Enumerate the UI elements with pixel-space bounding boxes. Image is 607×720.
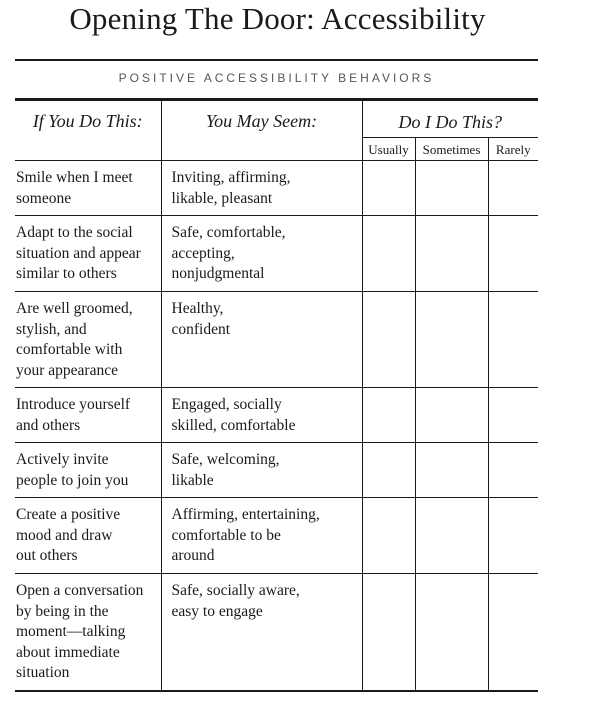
column-header-usually: Usually [362, 138, 415, 161]
checkbox-cell-usually[interactable] [362, 388, 415, 443]
perception-line: confident [171, 320, 231, 338]
behavior-cell [15, 161, 161, 216]
table-row [15, 443, 538, 498]
behavior-cell [15, 498, 161, 574]
checkbox-cell-rarely[interactable] [488, 443, 538, 498]
checkbox-cell-sometimes[interactable] [415, 574, 488, 691]
table-row [15, 292, 538, 388]
behavior-line: people to join you [16, 471, 129, 489]
behavior-line: your appearance [16, 361, 118, 379]
checkbox-cell-usually[interactable] [362, 574, 415, 691]
title-divider [15, 59, 538, 61]
behavior-line: by being in the [16, 602, 109, 620]
behavior-line: Create a positive [16, 506, 121, 523]
table-row [15, 498, 538, 574]
perception-line: nonjudgmental [171, 265, 265, 282]
page-title: Opening The Door: Accessibility [69, 1, 486, 36]
column-header-do-i-do-this: Do I Do This? [362, 100, 538, 138]
behavior-line: moment—talking [16, 623, 126, 640]
checkbox-cell-sometimes[interactable] [415, 161, 488, 216]
behavior-line: someone [16, 189, 72, 207]
checkbox-cell-sometimes[interactable] [415, 498, 488, 574]
behavior-line: Smile when I meet [16, 169, 133, 186]
checkbox-cell-usually[interactable] [362, 292, 415, 388]
table-row [15, 388, 538, 443]
perception-line: Healthy, [171, 300, 224, 317]
checkbox-cell-rarely[interactable] [488, 161, 538, 216]
checkbox-cell-rarely[interactable] [488, 574, 538, 691]
checkbox-cell-rarely[interactable] [488, 292, 538, 388]
perception-line: Safe, socially aware, [171, 582, 300, 599]
behavior-line: situation [16, 664, 70, 681]
perception-cell [161, 216, 362, 292]
checkbox-cell-usually[interactable] [362, 443, 415, 498]
perception-line: Affirming, entertaining, [171, 506, 320, 523]
behavior-line: and others [16, 416, 81, 434]
behavior-cell [15, 388, 161, 443]
perception-line: likable, pleasant [171, 189, 273, 207]
checkbox-cell-sometimes[interactable] [415, 216, 488, 292]
behavior-line: comfortable with [16, 341, 123, 358]
perception-line: Safe, comfortable, [171, 224, 286, 241]
checkbox-cell-rarely[interactable] [488, 216, 538, 292]
checkbox-cell-usually[interactable] [362, 161, 415, 216]
column-header-you-may-seem: You May Seem: [161, 100, 362, 161]
table-row [15, 216, 538, 292]
perception-cell [161, 161, 362, 216]
behavior-cell [15, 443, 161, 498]
behavior-cell [15, 216, 161, 292]
perception-line: around [171, 547, 215, 564]
checkbox-cell-usually[interactable] [362, 498, 415, 574]
checkbox-cell-rarely[interactable] [488, 388, 538, 443]
column-header-if-you-do-this: If You Do This: [15, 100, 161, 161]
behavior-line: stylish, and [16, 320, 87, 338]
perception-line: Engaged, socially [171, 396, 282, 413]
checkbox-cell-usually[interactable] [362, 216, 415, 292]
column-header-sometimes: Sometimes [415, 138, 488, 161]
checkbox-cell-rarely[interactable] [488, 498, 538, 574]
perception-line: accepting, [171, 244, 235, 262]
table-row [15, 161, 538, 216]
perception-line: comfortable to be [171, 526, 281, 544]
checkbox-cell-sometimes[interactable] [415, 388, 488, 443]
table-body [15, 161, 538, 691]
behavior-line: about immediate [16, 643, 120, 661]
perception-line: Inviting, affirming, [171, 169, 291, 186]
perception-line: easy to engage [171, 602, 263, 620]
behavior-line: Adapt to the social [16, 224, 133, 241]
behavior-line: Introduce yourself [16, 396, 131, 413]
perception-line: likable [171, 471, 214, 489]
checkbox-cell-sometimes[interactable] [415, 443, 488, 498]
section-heading: POSITIVE ACCESSIBILITY BEHAVIORS [118, 71, 435, 85]
perception-line: Safe, welcoming, [171, 451, 280, 468]
behavior-checklist-table [15, 98, 538, 692]
behavior-line: similar to others [16, 265, 117, 282]
behavior-line: Open a conversation [16, 582, 144, 599]
behavior-line: mood and draw [16, 526, 113, 544]
behavior-cell [15, 292, 161, 388]
perception-cell [161, 388, 362, 443]
behavior-line: Are well groomed, [16, 300, 133, 317]
behavior-line: out others [16, 547, 78, 564]
behavior-cell [15, 574, 161, 691]
behavior-line: situation and appear [16, 244, 141, 262]
perception-cell [161, 443, 362, 498]
perception-cell [161, 574, 362, 691]
checkbox-cell-sometimes[interactable] [415, 292, 488, 388]
behavior-line: Actively invite [16, 451, 109, 468]
perception-cell [161, 498, 362, 574]
table-row [15, 574, 538, 691]
perception-line: skilled, comfortable [171, 416, 296, 434]
perception-cell [161, 292, 362, 388]
column-header-rarely: Rarely [488, 138, 538, 161]
